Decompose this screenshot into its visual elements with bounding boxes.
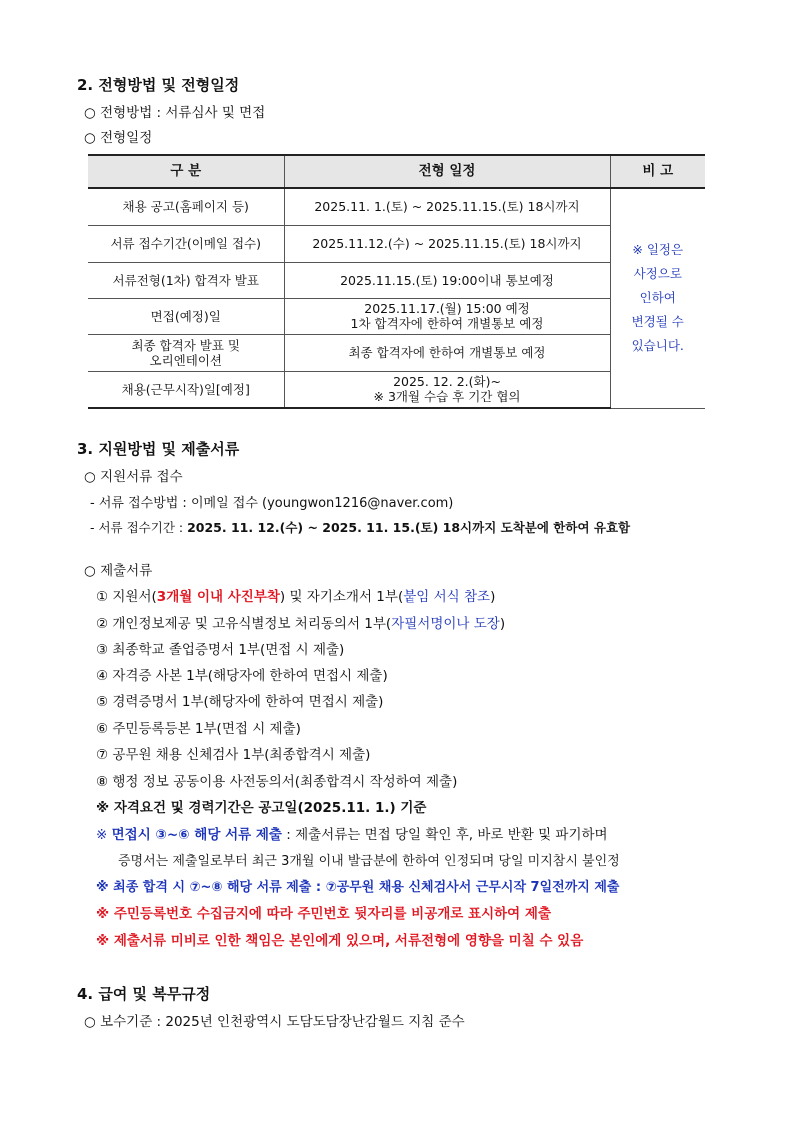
section-2-title: 2. 전형방법 및 전형일정 — [77, 76, 240, 94]
note-id-number: ※ 주민등록번호 수집금지에 따라 주민번호 뒷자리를 비공개로 표시하여 제출 — [96, 906, 551, 922]
row-schedule: 2025.11.12.(수) ~ 2025.11.15.(토) 18시까지 — [284, 225, 610, 262]
row-schedule — [284, 298, 610, 334]
receipt-method: - 서류 접수방법 : 이메일 접수 (youngwon1216@naver.com) — [90, 496, 454, 511]
receipt-label: ○ 지원서류 접수 — [84, 469, 183, 485]
doc2-signature-note: 자필서명이나 도장 — [391, 616, 500, 632]
document-item-1 — [96, 585, 495, 605]
doc1-form-note: 붙임 서식 참조 — [403, 589, 491, 605]
document-item-3: ③ 최종학교 졸업증명서 1부(면접 시 제출) — [96, 642, 345, 658]
row-category: 채용(근무시작)일[예정] — [88, 371, 284, 408]
row-category — [88, 334, 284, 371]
row-schedule — [284, 371, 610, 408]
note-line: 사정으로 — [633, 266, 682, 282]
document-item-7: ⑦ 공무원 채용 신체검사 1부(최종합격시 제출) — [96, 747, 371, 763]
note-interview — [96, 823, 608, 843]
schedule-label: ○ 전형일정 — [84, 130, 153, 146]
row-schedule: 최종 합격자에 한하여 개별통보 예정 — [284, 334, 610, 371]
note-interview-emphasis: 면접시 ③~⑥ 해당 서류 제출 — [111, 827, 282, 843]
table-row — [88, 188, 705, 225]
document-item-5: ⑤ 경력증명서 1부(해당자에 한하여 면접시 제출) — [96, 694, 384, 710]
category-line: 오리엔테이션 — [149, 352, 222, 368]
note-final: ※ 최종 합격 시 ⑦~⑧ 해당 서류 제출 : ⑦공무원 채용 신체검사서 근무시작 7일전까지 제출 — [96, 880, 620, 895]
note-interview-continued: 증명서는 제출일로부터 최근 3개월 이내 발급분에 한하여 인정되며 당일 미지참시 불인정 — [118, 854, 620, 869]
schedule-line: 1차 합격자에 한하여 개별통보 예정 — [350, 316, 544, 331]
schedule-note — [610, 188, 705, 408]
note-line: 변경될 수 — [631, 314, 684, 330]
header-note: 비 고 — [610, 155, 705, 188]
section-3-title: 3. 지원방법 및 제출서류 — [77, 440, 240, 458]
receipt-period — [90, 518, 630, 536]
header-schedule: 전형 일정 — [284, 155, 610, 188]
row-schedule: 2025.11. 1.(토) ~ 2025.11.15.(토) 18시까지 — [284, 188, 610, 225]
schedule-line: 2025. 12. 2.(화)~ — [393, 374, 501, 390]
schedule-line: ※ 3개월 수습 후 기간 협의 — [373, 389, 521, 405]
row-category: 서류 접수기간(이메일 접수) — [88, 225, 284, 262]
receipt-period-value: 2025. 11. 12.(수) ~ 2025. 11. 15.(토) 18시까지 도착분에 한하여 유효함 — [187, 520, 631, 535]
note-basis: ※ 자격요건 및 경력기간은 공고일(2025.11. 1.) 기준 — [96, 800, 427, 816]
doc1-text-mid: ) 및 자기소개서 1부( — [279, 589, 404, 605]
header-category: 구 분 — [88, 155, 284, 188]
schedule-table — [88, 154, 705, 409]
note-interview-text: : 제출서류는 면접 당일 확인 후, 바로 반환 및 파기하며 — [281, 827, 608, 843]
row-category: 면접(예정)일 — [88, 298, 284, 334]
receipt-period-label: - 서류 접수기간 : — [90, 520, 188, 535]
document-item-8: ⑧ 행정 정보 공동이용 사전동의서(최종합격시 작성하여 제출) — [96, 774, 458, 790]
row-schedule: 2025.11.15.(토) 19:00이내 통보예정 — [284, 262, 610, 298]
note-line: 인하여 — [639, 290, 676, 306]
doc1-text-end: ) — [490, 589, 496, 605]
note-line: 있습니다. — [631, 338, 684, 354]
schedule-line: 2025.11.17.(월) 15:00 예정 — [364, 301, 530, 316]
documents-label: ○ 제출서류 — [84, 563, 153, 579]
doc1-photo-note: 3개월 이내 사진부착 — [156, 589, 280, 605]
document-item-2 — [96, 612, 505, 632]
row-category: 서류전형(1차) 합격자 발표 — [88, 262, 284, 298]
note-line: ※ 일정은 — [632, 242, 684, 258]
document-item-4: ④ 자격증 사본 1부(해당자에 한하여 면접시 제출) — [96, 668, 388, 684]
selection-method: ○ 전형방법 : 서류심사 및 면접 — [84, 105, 266, 121]
doc2-text: ② 개인정보제공 및 고유식별정보 처리동의서 1부( — [96, 616, 392, 632]
note-interview-mark: ※ — [96, 827, 112, 843]
category-line: 최종 합격자 발표 및 — [131, 337, 241, 353]
doc1-text: ① 지원서( — [96, 589, 157, 605]
section-4-title: 4. 급여 및 복무규정 — [77, 985, 211, 1003]
schedule-table-header — [88, 155, 705, 188]
pay-standard: ○ 보수기준 : 2025년 인천광역시 도담도담장난감월드 지침 준수 — [84, 1014, 465, 1030]
row-category: 채용 공고(홈페이지 등) — [88, 188, 284, 225]
doc2-text-end: ) — [499, 616, 506, 632]
note-responsibility: ※ 제출서류 미비로 인한 책임은 본인에게 있으며, 서류전형에 영향을 미칠 수 있음 — [96, 933, 584, 949]
document-item-6: ⑥ 주민등록등본 1부(면접 시 제출) — [96, 721, 301, 737]
